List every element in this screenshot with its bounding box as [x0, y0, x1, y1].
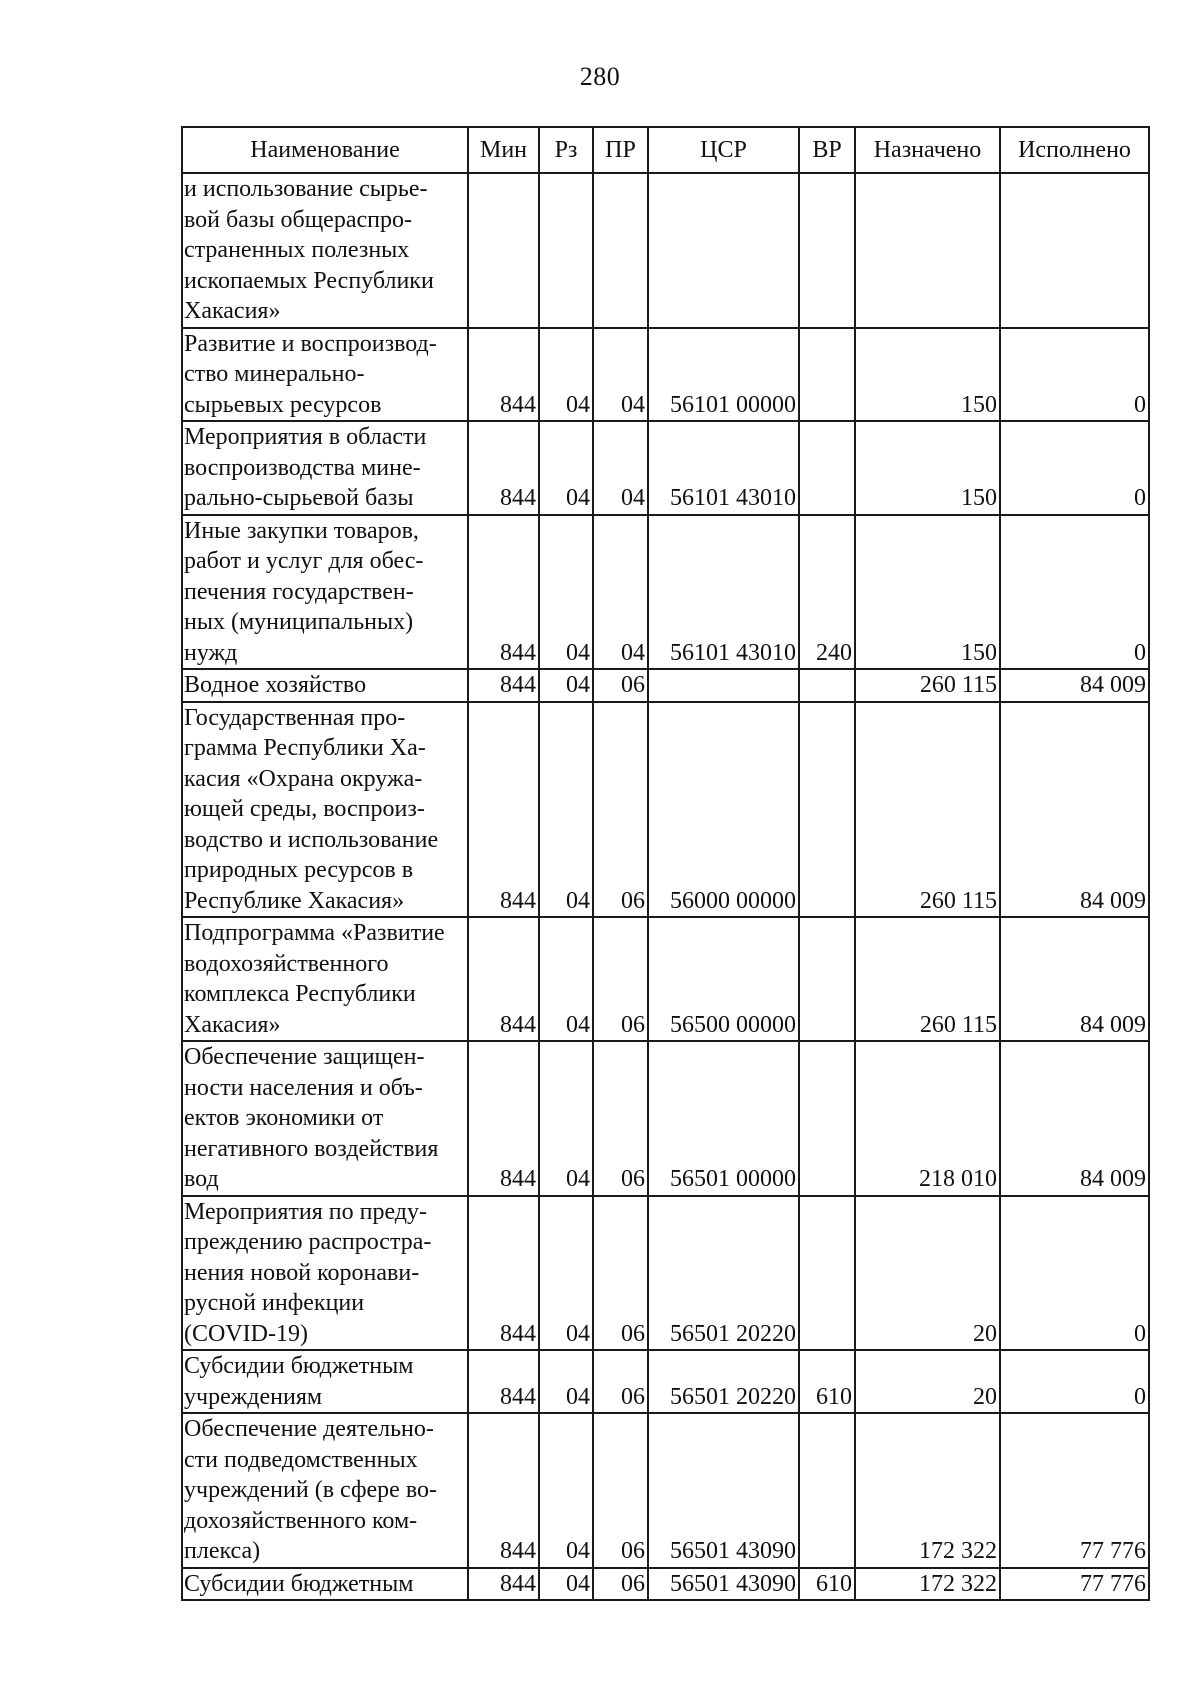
cell-csr: 56101 43010 [648, 421, 799, 515]
cell-executed: 77 776 [1000, 1568, 1149, 1601]
cell-csr: 56501 43090 [648, 1568, 799, 1601]
cell-pr [593, 173, 648, 328]
cell-vr [799, 1413, 855, 1568]
table-row [182, 1196, 1149, 1351]
cell-rz: 04 [539, 917, 593, 1041]
name-line: Подпрограмма «Развитие [184, 920, 445, 946]
name-line: водство и использование [184, 826, 439, 853]
cell-vr: 610 [799, 1568, 855, 1601]
table-row [182, 669, 1149, 702]
name-line: вод [184, 1166, 219, 1192]
name-line: (COVID-19) [184, 1320, 308, 1347]
name-line: учреждений (в сфере во- [184, 1477, 437, 1503]
name-line: учреждениям [184, 1383, 323, 1410]
cell-min: 844 [468, 421, 539, 515]
header-name: Наименование [182, 127, 468, 173]
name-line: Иные закупки товаров, [184, 517, 419, 544]
cell-assigned: 260 115 [855, 917, 1000, 1041]
cell-name [182, 1196, 468, 1351]
cell-assigned [855, 173, 1000, 328]
cell-vr [799, 702, 855, 918]
cell-rz [539, 173, 593, 328]
cell-csr: 56000 00000 [648, 702, 799, 918]
cell-assigned: 150 [855, 515, 1000, 670]
cell-assigned: 260 115 [855, 669, 1000, 702]
table-body [182, 173, 1149, 1600]
name-line: вой базы общераспро- [184, 206, 412, 233]
name-line: природных ресурсов в [184, 857, 414, 883]
cell-assigned: 20 [855, 1196, 1000, 1351]
cell-name [182, 1041, 468, 1196]
table-header [182, 127, 1149, 173]
cell-name [182, 1413, 468, 1568]
cell-pr: 06 [593, 702, 648, 918]
cell-rz: 04 [539, 1350, 593, 1413]
name-line: Республике Хакасия» [184, 887, 405, 914]
cell-vr [799, 421, 855, 515]
cell-executed: 84 009 [1000, 917, 1149, 1041]
cell-assigned: 218 010 [855, 1041, 1000, 1196]
cell-name [182, 669, 468, 702]
cell-executed: 0 [1000, 515, 1149, 670]
table-row [182, 328, 1149, 422]
name-line: Хакасия» [184, 298, 281, 324]
cell-min: 844 [468, 515, 539, 670]
cell-csr [648, 669, 799, 702]
name-line: ектов экономики от [184, 1105, 384, 1131]
cell-vr [799, 1196, 855, 1351]
name-line: Мероприятия в области [184, 424, 427, 450]
name-line: Обеспечение деятельно- [184, 1416, 434, 1442]
cell-name [182, 421, 468, 515]
name-line: русной инфекции [184, 1290, 365, 1316]
cell-vr [799, 1041, 855, 1196]
cell-name [182, 917, 468, 1041]
name-line: негативного воздействия [184, 1135, 439, 1162]
cell-executed: 0 [1000, 1350, 1149, 1413]
cell-assigned: 150 [855, 328, 1000, 422]
cell-assigned: 260 115 [855, 702, 1000, 918]
cell-min: 844 [468, 1350, 539, 1413]
name-line: воспроизводства мине- [184, 454, 421, 481]
name-line: грамма Республики Ха- [184, 735, 426, 761]
cell-executed: 77 776 [1000, 1413, 1149, 1568]
cell-name [182, 328, 468, 422]
cell-executed: 0 [1000, 328, 1149, 422]
cell-pr: 04 [593, 421, 648, 515]
name-line: ство минерально- [184, 361, 365, 387]
cell-name [182, 173, 468, 328]
cell-min [468, 173, 539, 328]
cell-pr: 06 [593, 669, 648, 702]
cell-vr: 240 [799, 515, 855, 670]
table-row [182, 1568, 1149, 1601]
name-line: ющей среды, воспроиз- [184, 796, 425, 822]
cell-pr: 06 [593, 1413, 648, 1568]
cell-name [182, 702, 468, 918]
cell-pr: 06 [593, 1041, 648, 1196]
name-line: нужд [184, 639, 238, 666]
name-line: ископаемых Республики [184, 267, 434, 294]
table-row [182, 917, 1149, 1041]
name-line: ности населения и объ- [184, 1074, 423, 1101]
budget-table [181, 126, 1150, 1601]
cell-vr [799, 917, 855, 1041]
cell-executed: 0 [1000, 1196, 1149, 1351]
name-line: сти подведомственных [184, 1446, 418, 1473]
name-line: печения государствен- [184, 578, 414, 605]
cell-executed: 0 [1000, 421, 1149, 515]
cell-assigned: 20 [855, 1350, 1000, 1413]
cell-pr: 06 [593, 1568, 648, 1601]
cell-assigned: 150 [855, 421, 1000, 515]
cell-assigned: 172 322 [855, 1568, 1000, 1601]
cell-executed: 84 009 [1000, 702, 1149, 918]
name-line: нения новой коронави- [184, 1259, 420, 1286]
cell-rz: 04 [539, 515, 593, 670]
cell-name [182, 1568, 468, 1601]
cell-rz: 04 [539, 328, 593, 422]
cell-min: 844 [468, 669, 539, 702]
cell-min: 844 [468, 1413, 539, 1568]
cell-assigned: 172 322 [855, 1413, 1000, 1568]
cell-pr: 06 [593, 917, 648, 1041]
name-line: Субсидии бюджетным [184, 1570, 414, 1597]
name-line: Хакасия» [184, 1011, 281, 1038]
name-line: рально-сырьевой базы [184, 485, 414, 511]
cell-executed: 84 009 [1000, 1041, 1149, 1196]
cell-csr [648, 173, 799, 328]
cell-pr: 06 [593, 1350, 648, 1413]
cell-min: 844 [468, 702, 539, 918]
header-csr: ЦСР [648, 127, 799, 173]
header-assigned: Назначено [855, 127, 1000, 173]
name-line: ных (муниципальных) [184, 609, 414, 635]
cell-pr: 04 [593, 328, 648, 422]
cell-rz: 04 [539, 1196, 593, 1351]
cell-csr: 56101 43010 [648, 515, 799, 670]
name-line: сырьевых ресурсов [184, 391, 382, 418]
name-line: водохозяйственного [184, 950, 389, 977]
table-row [182, 702, 1149, 918]
cell-name [182, 515, 468, 670]
name-line: страненных полезных [184, 237, 410, 263]
cell-csr: 56101 00000 [648, 328, 799, 422]
name-line: Развитие и воспроизвод- [184, 330, 437, 357]
cell-min: 844 [468, 1568, 539, 1601]
table-row [182, 173, 1149, 328]
name-line: и использование сырье- [184, 176, 428, 202]
name-line: Субсидии бюджетным [184, 1353, 414, 1379]
cell-pr: 06 [593, 1196, 648, 1351]
name-line: Государственная про- [184, 704, 406, 731]
cell-rz: 04 [539, 421, 593, 515]
table-row [182, 1350, 1149, 1413]
cell-rz: 04 [539, 1041, 593, 1196]
cell-rz: 04 [539, 1568, 593, 1601]
cell-vr [799, 328, 855, 422]
header-pr: ПР [593, 127, 648, 173]
cell-vr [799, 173, 855, 328]
cell-rz: 04 [539, 702, 593, 918]
name-line: Водное хозяйство [184, 672, 367, 698]
cell-csr: 56501 20220 [648, 1196, 799, 1351]
cell-pr: 04 [593, 515, 648, 670]
name-line: комплекса Республики [184, 981, 416, 1007]
name-line: Обеспечение защищен- [184, 1044, 425, 1070]
cell-vr: 610 [799, 1350, 855, 1413]
cell-min: 844 [468, 917, 539, 1041]
cell-csr: 56501 00000 [648, 1041, 799, 1196]
name-line: дохозяйственного ком- [184, 1507, 418, 1534]
name-line: преждению распростра- [184, 1229, 432, 1255]
cell-executed: 84 009 [1000, 669, 1149, 702]
header-vr: ВР [799, 127, 855, 173]
page-number: 280 [579, 62, 621, 91]
name-line: плекса) [184, 1538, 261, 1564]
cell-csr: 56501 20220 [648, 1350, 799, 1413]
header-rz: Рз [539, 127, 593, 173]
cell-vr [799, 669, 855, 702]
name-line: Мероприятия по преду- [184, 1198, 427, 1225]
cell-min: 844 [468, 1196, 539, 1351]
cell-rz: 04 [539, 1413, 593, 1568]
name-line: работ и услуг для обес- [184, 548, 424, 574]
table-row [182, 1041, 1149, 1196]
header-executed: Исполнено [1000, 127, 1149, 173]
header-min: Мин [468, 127, 539, 173]
table-row [182, 421, 1149, 515]
table-row [182, 1413, 1149, 1568]
cell-name [182, 1350, 468, 1413]
name-line: касия «Охрана окружа- [184, 765, 423, 792]
cell-csr: 56500 00000 [648, 917, 799, 1041]
cell-rz: 04 [539, 669, 593, 702]
header-row [182, 127, 1149, 173]
cell-min: 844 [468, 1041, 539, 1196]
cell-csr: 56501 43090 [648, 1413, 799, 1568]
cell-executed [1000, 173, 1149, 328]
cell-min: 844 [468, 328, 539, 422]
table-row [182, 515, 1149, 670]
